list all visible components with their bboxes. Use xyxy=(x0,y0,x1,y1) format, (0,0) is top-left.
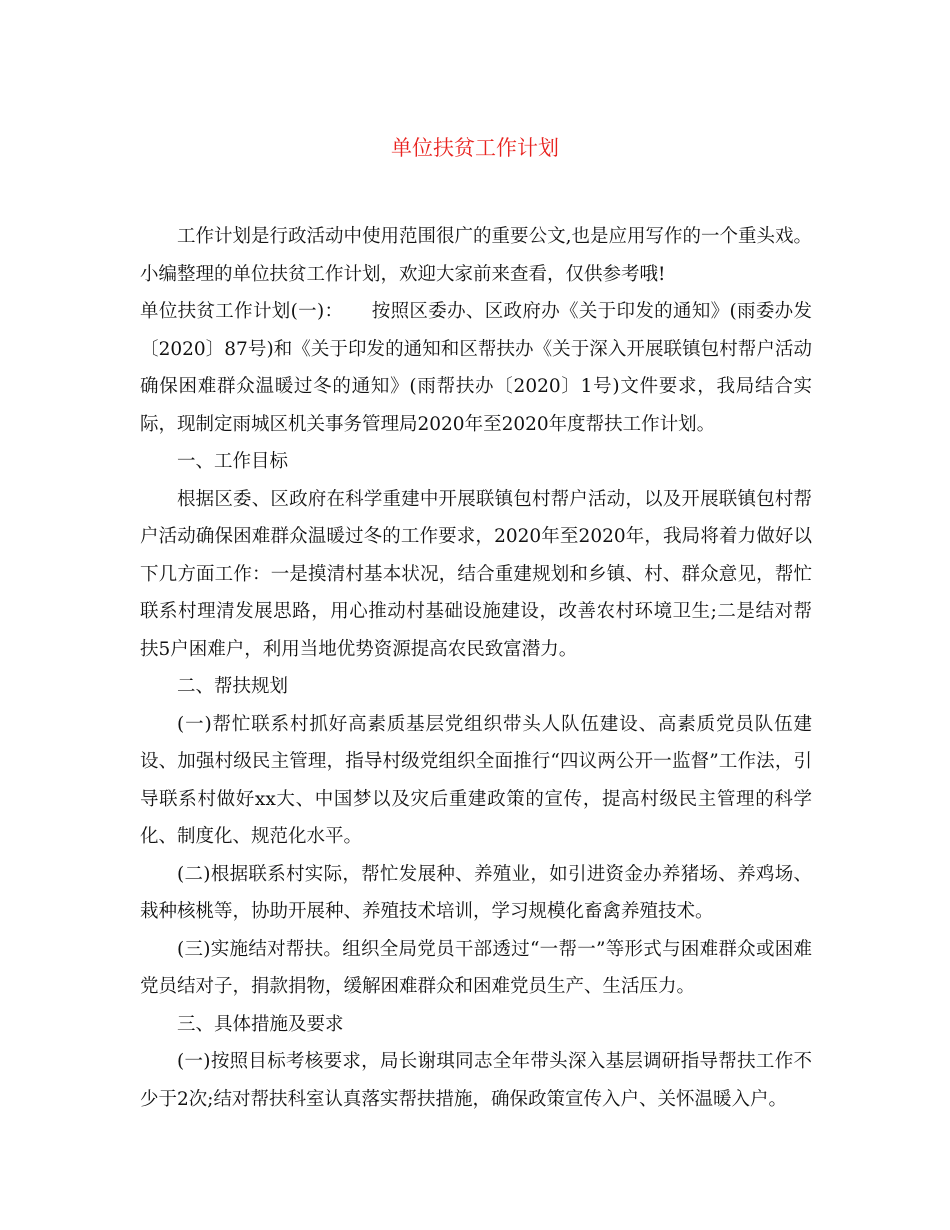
section-heading-planning: 二、帮扶规划 xyxy=(177,676,289,697)
section-heading-goals: 一、工作目标 xyxy=(177,451,289,472)
paragraph-planning-2: (二)根据联系村实际，帮忙发展种、养殖业，如引进资金办养猪场、养鸡场、栽种核桃等，协助开展种、养殖技术培训，学习规模化畜禽养殖技术。 xyxy=(140,863,812,922)
paragraph-measures-1: (一)按照目标考核要求，局长谢琪同志全年带头深入基层调研指导帮扶工作不少于2次;结对帮扶科室认真落实帮扶措施，确保政策宣传入户、关怀温暖入户。 xyxy=(140,1051,812,1110)
document-title: 单位扶贫工作计划 xyxy=(391,136,559,160)
paragraph-plan-one: 单位扶贫工作计划(一)： 按照区委办、区政府办《关于印发的通知》(雨委办发〔2020〕87号)和《关于印发的通知和区帮扶办《关于深入开展联镇包村帮户活动确保困难群众温暖过冬的通知》(雨帮扶办〔2020〕1号)文件要求，我局结合实际，现制定雨城区机关事务管理局2020年至2020年度帮扶工作计划。 xyxy=(140,301,812,435)
paragraph-planning-1: (一)帮忙联系村抓好高素质基层党组织带头人队伍建设、高素质党员队伍建设、加强村级民主管理，指导村级党组织全面推行“四议两公开一监督”工作法，引导联系村做好xx大、中国梦以及灾后重建政策的宣传，提高村级民主管理的科学化、制度化、规范化水平。 xyxy=(140,713,812,847)
paragraph-planning-3: (三)实施结对帮扶。组织全局党员干部透过“一帮一”等形式与困难群众或困难党员结对子，捐款捐物，缓解困难群众和困难党员生产、生活压力。 xyxy=(140,938,812,997)
document-body xyxy=(140,218,812,1118)
paragraph-intro: 工作计划是行政活动中使用范围很广的重要公文,也是应用写作的一个重头戏。小编整理的单位扶贫工作计划，欢迎大家前来查看，仅供参考哦! xyxy=(140,226,812,285)
section-heading-measures: 三、具体措施及要求 xyxy=(177,1013,344,1035)
paragraph-goals: 根据区委、区政府在科学重建中开展联镇包村帮户活动，以及开展联镇包村帮户活动确保困难群众温暖过冬的工作要求，2020年至2020年，我局将着力做好以下几方面工作：一是摸清村基本状况，结合重建规划和乡镇、村、群众意见，帮忙联系村理清发展思路，用心推动村基础设施建设，改善农村环境卫生;二是结对帮扶5户困难户，利用当地优势资源提高农民致富潜力。 xyxy=(140,488,812,660)
